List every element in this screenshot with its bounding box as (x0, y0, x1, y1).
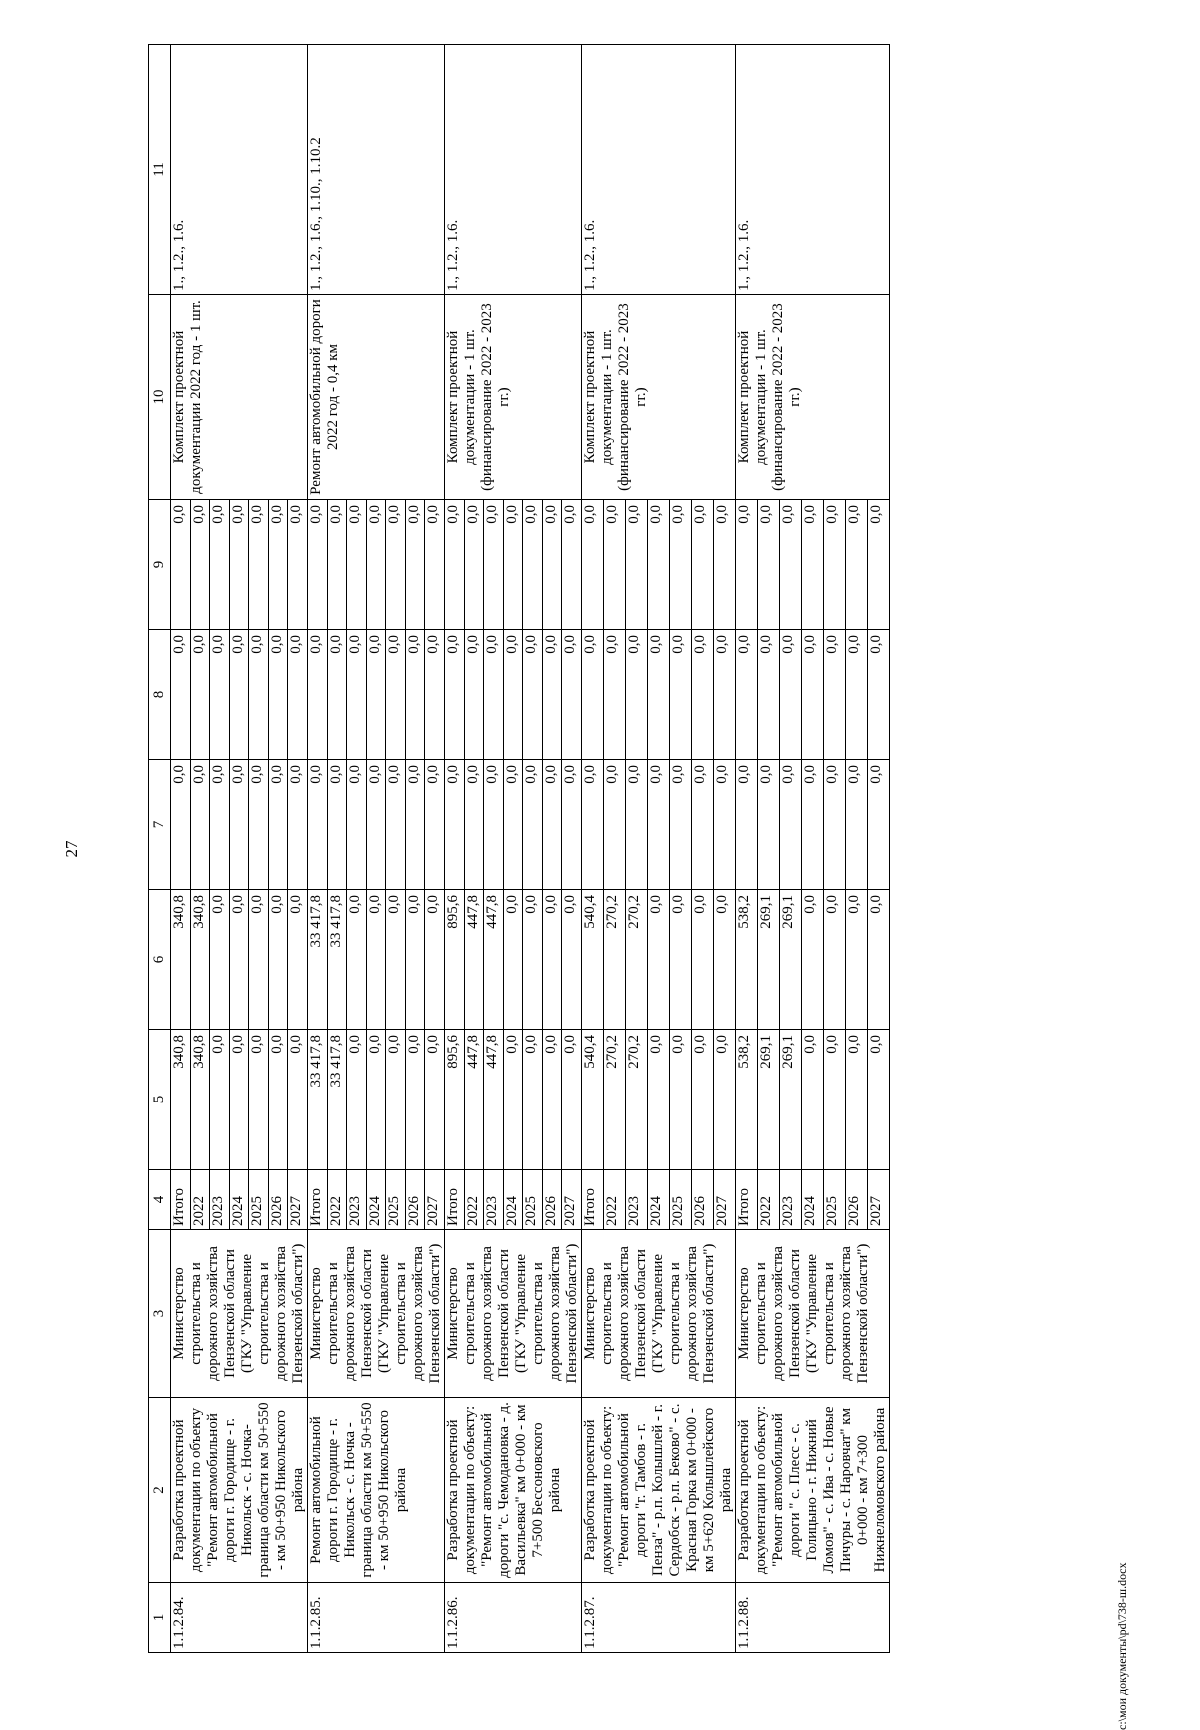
amount-cell: 0,0 (288, 1030, 308, 1170)
amount-cell: 0,0 (714, 1030, 736, 1170)
amount-cell: 0,0 (736, 630, 758, 760)
amount-cell: 0,0 (648, 630, 670, 760)
amount-cell: 0,0 (648, 500, 670, 630)
amount-cell: 0,0 (562, 1030, 582, 1170)
entry-number: 1.1.2.84. (171, 1583, 308, 1653)
header-cell: 9 (149, 500, 171, 630)
year-cell: 2024 (503, 1170, 523, 1230)
amount-cell: 0,0 (405, 890, 425, 1030)
table-row (171, 45, 191, 1653)
amount-cell: 0,0 (714, 890, 736, 1030)
header-cell: 11 (149, 45, 171, 295)
year-cell: 2025 (523, 1170, 543, 1230)
header-cell: 2 (149, 1398, 171, 1583)
amount-cell: 0,0 (824, 630, 846, 760)
amount-cell: 0,0 (327, 630, 347, 760)
amount-cell: 0,0 (736, 760, 758, 890)
amount-cell: 270,2 (604, 890, 626, 1030)
amount-cell: 0,0 (268, 630, 288, 760)
amount-cell: 0,0 (366, 500, 386, 630)
year-cell: Итого (736, 1170, 758, 1230)
amount-cell: 33 417,8 (327, 890, 347, 1030)
amount-cell: 0,0 (347, 1030, 367, 1170)
entry-result: Комплект проектной документации - 1 шт. (финансирование 2022 - 2023 гг.) (736, 295, 890, 500)
amount-cell: 0,0 (347, 760, 367, 890)
entry-number: 1.1.2.88. (736, 1583, 890, 1653)
amount-cell: 0,0 (626, 760, 648, 890)
amount-cell: 0,0 (308, 500, 328, 630)
amount-cell: 0,0 (780, 630, 802, 760)
amount-cell: 270,2 (626, 1030, 648, 1170)
amount-cell: 0,0 (670, 760, 692, 890)
entry-indicators: 1., 1.2., 1.6. (736, 45, 890, 295)
amount-cell: 0,0 (464, 760, 484, 890)
amount-cell: 0,0 (386, 500, 406, 630)
amount-cell: 0,0 (626, 630, 648, 760)
amount-cell: 0,0 (758, 500, 780, 630)
entry-indicators: 1., 1.2., 1.6. (171, 45, 308, 295)
header-cell: 10 (149, 295, 171, 500)
amount-cell: 0,0 (288, 890, 308, 1030)
amount-cell: 0,0 (648, 890, 670, 1030)
amount-cell: 0,0 (171, 760, 191, 890)
amount-cell: 0,0 (736, 500, 758, 630)
amount-cell: 538,2 (736, 890, 758, 1030)
header-cell: 6 (149, 890, 171, 1030)
amount-cell: 0,0 (868, 760, 890, 890)
amount-cell: 0,0 (542, 1030, 562, 1170)
amount-cell: 0,0 (562, 890, 582, 1030)
amount-cell: 0,0 (503, 890, 523, 1030)
table-row (582, 45, 604, 1653)
amount-cell: 269,1 (780, 890, 802, 1030)
entry-indicators: 1., 1.2., 1.6., 1.10., 1.10.2 (308, 45, 445, 295)
amount-cell: 0,0 (802, 760, 824, 890)
amount-cell: 0,0 (210, 890, 230, 1030)
entry-executor: Министерство строительства и дорожного хозяйства Пензенской области (ГКУ "Управление строительства и дорожного хозяйства Пензенской области") (308, 1230, 445, 1398)
amount-cell: 0,0 (425, 760, 445, 890)
year-cell: 2026 (542, 1170, 562, 1230)
amount-cell: 0,0 (714, 630, 736, 760)
entry-result: Комплект проектной документации 2022 год - 1 шт. (171, 295, 308, 500)
amount-cell: 340,8 (190, 890, 210, 1030)
amount-cell: 0,0 (308, 760, 328, 890)
amount-cell: 0,0 (249, 1030, 269, 1170)
amount-cell: 0,0 (327, 760, 347, 890)
amount-cell: 0,0 (386, 890, 406, 1030)
amount-cell: 0,0 (692, 1030, 714, 1170)
amount-cell: 0,0 (347, 890, 367, 1030)
entry-executor: Министерство строительства и дорожного хозяйства Пензенской области (ГКУ "Управление строительства и дорожного хозяйства Пензенской области") (445, 1230, 582, 1398)
amount-cell: 0,0 (670, 500, 692, 630)
amount-cell: 0,0 (347, 500, 367, 630)
amount-cell: 0,0 (347, 630, 367, 760)
amount-cell: 0,0 (692, 500, 714, 630)
program-table-wrapper (148, 45, 1188, 1653)
amount-cell: 0,0 (648, 1030, 670, 1170)
amount-cell: 0,0 (425, 630, 445, 760)
amount-cell: 0,0 (542, 760, 562, 890)
amount-cell: 0,0 (190, 630, 210, 760)
year-cell: 2025 (386, 1170, 406, 1230)
amount-cell: 0,0 (604, 500, 626, 630)
year-cell: 2023 (626, 1170, 648, 1230)
amount-cell: 0,0 (503, 760, 523, 890)
amount-cell: 0,0 (464, 500, 484, 630)
amount-cell: 0,0 (210, 1030, 230, 1170)
entry-number: 1.1.2.85. (308, 1583, 445, 1653)
year-cell: 2023 (484, 1170, 504, 1230)
amount-cell: 0,0 (523, 500, 543, 630)
amount-cell: 0,0 (523, 1030, 543, 1170)
program-table (148, 44, 890, 1653)
year-cell: 2023 (210, 1170, 230, 1230)
amount-cell: 0,0 (366, 760, 386, 890)
entry-name: Разработка проектной документации по объекту: "Ремонт автомобильной дороги "с. Чемодановка - д. Васильевка" км 0+000 - км 7+500 Бессоновского района (445, 1398, 582, 1583)
year-cell: 2027 (425, 1170, 445, 1230)
year-cell: 2024 (802, 1170, 824, 1230)
amount-cell: 0,0 (846, 630, 868, 760)
amount-cell: 895,6 (445, 890, 465, 1030)
amount-cell: 0,0 (503, 500, 523, 630)
amount-cell: 0,0 (648, 760, 670, 890)
amount-cell: 0,0 (190, 500, 210, 630)
entry-name: Разработка проектной документации по объекту: "Ремонт автомобильной дороги "г. Тамбов - г. Пенза" - р.п. Колышлей - г. Сердобск - р.п. Беково" - с. Красная Горка км 0+000 - км 5+620 Колышлейского района (582, 1398, 736, 1583)
year-cell: 2027 (868, 1170, 890, 1230)
entry-result: Ремонт автомобильной дороги 2022 год - 0,4 км (308, 295, 445, 500)
header-cell: 7 (149, 760, 171, 890)
amount-cell: 0,0 (386, 1030, 406, 1170)
amount-cell: 0,0 (582, 760, 604, 890)
amount-cell: 0,0 (249, 760, 269, 890)
year-cell: 2024 (229, 1170, 249, 1230)
amount-cell: 340,8 (190, 1030, 210, 1170)
amount-cell: 0,0 (780, 760, 802, 890)
amount-cell: 0,0 (542, 500, 562, 630)
amount-cell: 0,0 (868, 630, 890, 760)
amount-cell: 0,0 (171, 630, 191, 760)
amount-cell: 0,0 (386, 630, 406, 760)
year-cell: 2022 (604, 1170, 626, 1230)
year-cell: 2025 (670, 1170, 692, 1230)
entry-executor: Министерство строительства и дорожного хозяйства Пензенской области (ГКУ "Управление строительства и дорожного хозяйства Пензенской области") (736, 1230, 890, 1398)
header-cell: 3 (149, 1230, 171, 1398)
amount-cell: 447,8 (464, 890, 484, 1030)
amount-cell: 0,0 (523, 890, 543, 1030)
amount-cell: 0,0 (692, 890, 714, 1030)
amount-cell: 0,0 (308, 630, 328, 760)
year-cell: 2027 (288, 1170, 308, 1230)
amount-cell: 269,1 (758, 890, 780, 1030)
amount-cell: 0,0 (190, 760, 210, 890)
amount-cell: 0,0 (562, 500, 582, 630)
amount-cell: 0,0 (846, 760, 868, 890)
entry-number: 1.1.2.87. (582, 1583, 736, 1653)
amount-cell: 0,0 (626, 500, 648, 630)
amount-cell: 0,0 (523, 630, 543, 760)
amount-cell: 0,0 (604, 630, 626, 760)
year-cell: Итого (445, 1170, 465, 1230)
table-body (149, 45, 890, 1653)
amount-cell: 0,0 (229, 630, 249, 760)
year-cell: Итого (171, 1170, 191, 1230)
entry-result: Комплект проектной документации - 1 шт. (финансирование 2022 - 2023 гг.) (445, 295, 582, 500)
amount-cell: 0,0 (464, 630, 484, 760)
amount-cell: 0,0 (268, 1030, 288, 1170)
amount-cell: 0,0 (846, 1030, 868, 1170)
year-cell: 2023 (347, 1170, 367, 1230)
amount-cell: 0,0 (824, 500, 846, 630)
amount-cell: 0,0 (758, 630, 780, 760)
amount-cell: 0,0 (171, 500, 191, 630)
table-row (445, 45, 465, 1653)
amount-cell: 270,2 (604, 1030, 626, 1170)
amount-cell: 0,0 (846, 500, 868, 630)
amount-cell: 0,0 (542, 630, 562, 760)
entry-indicators: 1., 1.2., 1.6. (582, 45, 736, 295)
amount-cell: 0,0 (868, 500, 890, 630)
amount-cell: 0,0 (249, 630, 269, 760)
entry-name: Разработка проектной документации по объекту "Ремонт автомобильной дороги г. Городище - г. Никольск - с. Ночка-граница области км 50+550 - км 50+950 Никольского района (171, 1398, 308, 1583)
entry-name: Разработка проектной документации по объекту: "Ремонт автомобильной дороги " с. Плесс - с. Голицыно - г. Нижний Ломов" - с. Ива - с. Новые Пичуры - с. Наровчат" км 0+000 - км 7+300 Нижнеломовского района (736, 1398, 890, 1583)
amount-cell: 0,0 (846, 890, 868, 1030)
amount-cell: 0,0 (503, 630, 523, 760)
year-cell: 2026 (692, 1170, 714, 1230)
amount-cell: 33 417,8 (308, 1030, 328, 1170)
amount-cell: 0,0 (268, 890, 288, 1030)
amount-cell: 0,0 (425, 890, 445, 1030)
amount-cell: 0,0 (670, 630, 692, 760)
entry-executor: Министерство строительства и дорожного хозяйства Пензенской области (ГКУ "Управление строительства и дорожного хозяйства Пензенской области") (171, 1230, 308, 1398)
table-row (736, 45, 758, 1653)
amount-cell: 269,1 (758, 1030, 780, 1170)
amount-cell: 0,0 (386, 760, 406, 890)
year-cell: 2025 (249, 1170, 269, 1230)
amount-cell: 538,2 (736, 1030, 758, 1170)
amount-cell: 0,0 (542, 890, 562, 1030)
amount-cell: 0,0 (405, 500, 425, 630)
amount-cell: 0,0 (582, 630, 604, 760)
amount-cell: 0,0 (405, 1030, 425, 1170)
amount-cell: 0,0 (405, 630, 425, 760)
amount-cell: 0,0 (327, 500, 347, 630)
amount-cell: 0,0 (268, 760, 288, 890)
year-cell: 2022 (464, 1170, 484, 1230)
page-number: 27 (62, 840, 81, 858)
year-cell: 2024 (648, 1170, 670, 1230)
amount-cell: 0,0 (692, 760, 714, 890)
header-cell: 8 (149, 630, 171, 760)
entry-number: 1.1.2.86. (445, 1583, 582, 1653)
amount-cell: 0,0 (425, 500, 445, 630)
year-cell: 2024 (366, 1170, 386, 1230)
amount-cell: 0,0 (714, 500, 736, 630)
amount-cell: 447,8 (464, 1030, 484, 1170)
year-cell: 2026 (405, 1170, 425, 1230)
year-cell: 2023 (780, 1170, 802, 1230)
amount-cell: 0,0 (288, 500, 308, 630)
footer-file-path: c:\мои документы\pd\738-ш.docx (1115, 1562, 1129, 1730)
table-row (308, 45, 328, 1653)
amount-cell: 0,0 (523, 760, 543, 890)
table-header-row (149, 45, 171, 1653)
header-cell: 5 (149, 1030, 171, 1170)
amount-cell: 0,0 (229, 500, 249, 630)
amount-cell: 0,0 (268, 500, 288, 630)
year-cell: 2026 (846, 1170, 868, 1230)
amount-cell: 0,0 (824, 760, 846, 890)
year-cell: 2026 (268, 1170, 288, 1230)
amount-cell: 0,0 (868, 890, 890, 1030)
amount-cell: 0,0 (692, 630, 714, 760)
amount-cell: 0,0 (670, 890, 692, 1030)
amount-cell: 0,0 (484, 630, 504, 760)
amount-cell: 0,0 (484, 760, 504, 890)
amount-cell: 0,0 (802, 1030, 824, 1170)
amount-cell: 0,0 (802, 630, 824, 760)
amount-cell: 340,8 (171, 1030, 191, 1170)
amount-cell: 0,0 (210, 500, 230, 630)
amount-cell: 447,8 (484, 890, 504, 1030)
amount-cell: 0,0 (210, 760, 230, 890)
amount-cell: 0,0 (288, 760, 308, 890)
entry-name: Ремонт автомобильной дороги г. Городище - г. Никольск - с. Ночка - граница области км 50+550 - км 50+950 Никольского района (308, 1398, 445, 1583)
year-cell: Итого (308, 1170, 328, 1230)
amount-cell: 447,8 (484, 1030, 504, 1170)
amount-cell: 0,0 (249, 890, 269, 1030)
year-cell: 2025 (824, 1170, 846, 1230)
amount-cell: 0,0 (758, 760, 780, 890)
amount-cell: 0,0 (366, 890, 386, 1030)
amount-cell: 0,0 (503, 1030, 523, 1170)
amount-cell: 0,0 (824, 1030, 846, 1170)
amount-cell: 0,0 (229, 1030, 249, 1170)
amount-cell: 0,0 (288, 630, 308, 760)
amount-cell: 0,0 (249, 500, 269, 630)
amount-cell: 0,0 (425, 1030, 445, 1170)
amount-cell: 0,0 (714, 760, 736, 890)
amount-cell: 0,0 (445, 500, 465, 630)
amount-cell: 0,0 (445, 760, 465, 890)
amount-cell: 0,0 (366, 1030, 386, 1170)
entry-result: Комплект проектной документации - 1 шт. (финансирование 2022 - 2023 гг.) (582, 295, 736, 500)
amount-cell: 0,0 (210, 630, 230, 760)
amount-cell: 0,0 (484, 500, 504, 630)
amount-cell: 270,2 (626, 890, 648, 1030)
amount-cell: 0,0 (802, 500, 824, 630)
amount-cell: 0,0 (582, 500, 604, 630)
amount-cell: 0,0 (229, 760, 249, 890)
amount-cell: 33 417,8 (327, 1030, 347, 1170)
entry-indicators: 1., 1.2., 1.6. (445, 45, 582, 295)
amount-cell: 0,0 (445, 630, 465, 760)
amount-cell: 0,0 (562, 760, 582, 890)
header-cell: 4 (149, 1170, 171, 1230)
amount-cell: 895,6 (445, 1030, 465, 1170)
year-cell: Итого (582, 1170, 604, 1230)
amount-cell: 269,1 (780, 1030, 802, 1170)
amount-cell: 0,0 (802, 890, 824, 1030)
year-cell: 2022 (327, 1170, 347, 1230)
amount-cell: 0,0 (780, 500, 802, 630)
year-cell: 2022 (190, 1170, 210, 1230)
amount-cell: 0,0 (405, 760, 425, 890)
year-cell: 2027 (562, 1170, 582, 1230)
amount-cell: 0,0 (868, 1030, 890, 1170)
amount-cell: 33 417,8 (308, 890, 328, 1030)
amount-cell: 340,8 (171, 890, 191, 1030)
amount-cell: 540,4 (582, 890, 604, 1030)
header-cell: 1 (149, 1583, 171, 1653)
amount-cell: 0,0 (604, 760, 626, 890)
entry-executor: Министерство строительства и дорожного хозяйства Пензенской области (ГКУ "Управление строительства и дорожного хозяйства Пензенской области") (582, 1230, 736, 1398)
amount-cell: 0,0 (562, 630, 582, 760)
amount-cell: 540,4 (582, 1030, 604, 1170)
year-cell: 2027 (714, 1170, 736, 1230)
amount-cell: 0,0 (824, 890, 846, 1030)
amount-cell: 0,0 (670, 1030, 692, 1170)
year-cell: 2022 (758, 1170, 780, 1230)
amount-cell: 0,0 (366, 630, 386, 760)
amount-cell: 0,0 (229, 890, 249, 1030)
